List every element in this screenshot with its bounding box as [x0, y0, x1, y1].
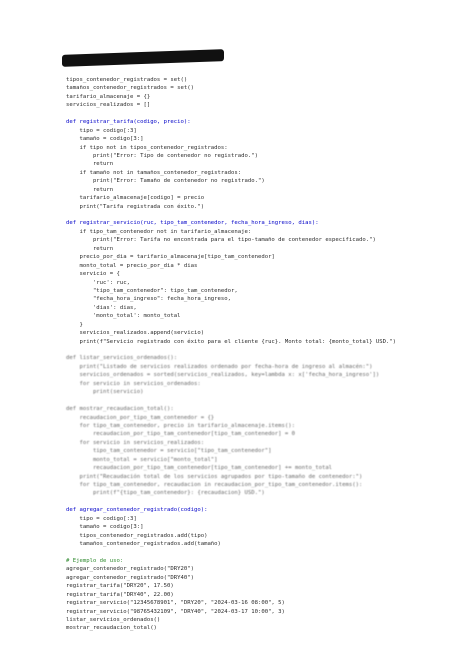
code-line: def registrar_servicio(ruc, tipo_tam_contenedor, fecha_hora_ingreso, dias):	[66, 220, 319, 227]
code-line: 'monto_total': monto_total	[66, 313, 181, 320]
code-line: registrar_servicio("12345678901", "DRY20", "2024-03-16 08:00", 5)	[66, 600, 285, 607]
code-line: return	[66, 161, 114, 168]
code-line: tipos_contenedor_registrados.add(tipo)	[66, 532, 208, 539]
code-line: tamaños_contenedor_registrados = set()	[66, 85, 194, 92]
code-line: tamaños_contenedor_registrados.add(tamaño)	[66, 541, 221, 548]
code-line: tarifario_almacenaje[codigo] = precio	[66, 195, 205, 202]
code-line: print("Listado de servicios realizados ordenado por fecha-hora de ingreso al almacén:")	[66, 363, 373, 370]
code-line: registrar_tarifa("DRY40", 22.00)	[66, 591, 174, 598]
code-line: agregar_contenedor_registrado("DRY20")	[66, 566, 194, 573]
code-line	[66, 346, 466, 354]
code-line: if tipo_tam_contenedor not in tarifario_almacenaje:	[66, 228, 252, 235]
code-line: "tipo_tam_contenedor": tipo_tam_contenedor,	[66, 287, 238, 294]
code-line: return	[66, 186, 114, 193]
code-line: print("Recaudación total de los servicios agrupados por tipo-tamaño de contenedor:")	[66, 473, 363, 480]
code-line: registrar_servicio("98765432109", "DRY40", "2024-03-17 10:00", 3)	[66, 608, 285, 615]
code-line	[66, 110, 466, 118]
code-line: tamaño = codigo[3:]	[66, 524, 144, 531]
code-line: 'ruc': ruc,	[66, 279, 130, 286]
code-line: servicios_ordenados = sorted(servicios_realizados, key=lambda x: x['fecha_hora_ingreso'])	[66, 372, 380, 379]
code-line: def mostrar_recaudacion_total():	[66, 406, 174, 413]
code-block	[66, 76, 466, 633]
code-line: recaudacion_por_tipo_tam_contenedor[tipo_tam_contenedor] += monto_total	[66, 465, 333, 472]
code-line: # Ejemplo de uso:	[66, 557, 124, 564]
code-line: servicios_realizados = []	[66, 102, 151, 109]
code-line: "fecha_hora_ingreso": fecha_hora_ingreso,	[66, 296, 232, 303]
code-line	[66, 397, 466, 405]
code-line: print("Tarifa registrada con éxito.")	[66, 203, 205, 210]
code-line: return	[66, 245, 114, 252]
code-line: for servicio in servicios_realizados:	[66, 439, 205, 446]
code-line: monto_total = precio_por_dia * dias	[66, 262, 198, 269]
code-line: tipos_contenedor_registrados = set()	[66, 77, 188, 83]
code-line: }	[66, 321, 83, 328]
code-line: for servicio in servicios_ordenados:	[66, 380, 201, 387]
code-line: mostrar_recaudacion_total()	[66, 625, 157, 632]
code-line: print("Error: Tarifa no encontrada para el tipo-tamaño de contenedor especificado.")	[66, 237, 376, 244]
code-line: servicio = {	[66, 271, 120, 278]
code-line: print(f"Servicio registrado con éxito para el cliente {ruc}. Monto total: {monto_total} USD.")	[66, 338, 397, 345]
code-line: if tipo not in tipos_contenedor_registrados:	[66, 144, 228, 151]
code-line: def registrar_tarifa(codigo, precio):	[66, 119, 191, 126]
code-line: def agregar_contenedor_registrado(codigo):	[66, 507, 208, 514]
code-line: def listar_servicios_ordenados():	[66, 355, 178, 362]
code-line: servicios_realizados.append(servicio)	[66, 330, 205, 337]
code-line	[66, 211, 466, 219]
redacted-title	[62, 49, 224, 67]
code-line: print("Error: Tamaño de contenedor no registrado.")	[66, 178, 265, 185]
code-line: for tipo_tam_contenedor, precio in tarifario_almacenaje.items():	[66, 422, 296, 429]
code-line: tipo_tam_contenedor = servicio["tipo_tam_contenedor"]	[66, 448, 272, 455]
code-line: if tamaño not in tamaños_contenedor_registrados:	[66, 169, 242, 176]
code-line	[66, 498, 466, 506]
code-line: tipo = codigo[:3]	[66, 515, 137, 522]
code-line: recaudacion_por_tipo_tam_contenedor = {}	[66, 414, 215, 421]
code-line: 'dias': dias,	[66, 304, 137, 311]
code-line: monto_total = servicio["monto_total"]	[66, 456, 218, 463]
code-line: for tipo_tam_contenedor, recaudacion in recaudacion_por_tipo_tam_contenedor.items():	[66, 482, 363, 488]
code-line: print(f"{tipo_tam_contenedor}: {recaudacion} USD.")	[66, 490, 265, 497]
code-line	[66, 549, 466, 557]
code-line: precio_por_dia = tarifario_almacenaje[tipo_tam_contenedor]	[66, 254, 275, 261]
code-line: print(servicio)	[66, 389, 144, 396]
code-line: listar_servicios_ordenados()	[66, 617, 161, 623]
code-line: tipo = codigo[:3]	[66, 127, 137, 134]
code-line: agregar_contenedor_registrado("DRY40")	[66, 574, 194, 581]
code-line: registrar_tarifa("DRY20", 17.50)	[66, 583, 174, 590]
code-line: recaudacion_por_tipo_tam_contenedor[tipo_tam_contenedor] = 0	[66, 431, 296, 438]
code-line: tarifario_almacenaje = {}	[66, 93, 151, 100]
code-line: print("Error: Tipo de contenedor no registrado.")	[66, 152, 258, 159]
code-line: tamaño = codigo[3:]	[66, 136, 144, 143]
